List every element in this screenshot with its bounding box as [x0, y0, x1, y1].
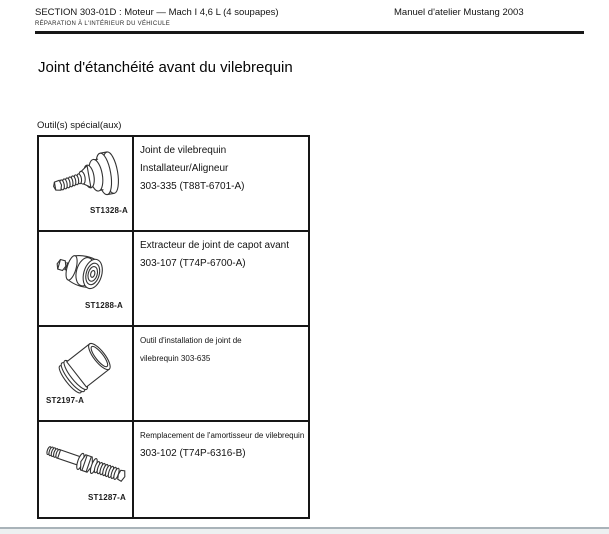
header-manual-title: Manuel d'atelier Mustang 2003 [394, 7, 524, 18]
header-subsection: RÉPARATION À L'INTÉRIEUR DU VÉHICULE [35, 21, 171, 27]
tool-number-line: 303-107 (T74P-6700-A) [140, 258, 246, 269]
damper-replacer-stud-icon [39, 422, 132, 504]
tool-description-cell [133, 136, 309, 231]
tool-caption: ST1288-A [84, 301, 123, 310]
table-row [38, 421, 309, 518]
special-tools-table [37, 135, 310, 519]
header-section-title: SECTION 303-01D : Moteur — Mach I 4,6 L (4 soupapes) [35, 7, 279, 18]
tool-name-line: Extracteur de joint de capot avant [140, 240, 289, 251]
tool-name-line: Outil d'installation de joint de [140, 336, 242, 345]
tool-caption: ST1287-A [87, 493, 126, 502]
tool-name-line: Installateur/Aligneur [140, 163, 229, 174]
tool-description-cell [133, 231, 309, 326]
table-row [38, 231, 309, 326]
tool-image-cell [38, 231, 133, 326]
tool-name-line: Joint de vilebrequin [140, 145, 227, 156]
special-tools-label: Outil(s) spécial(aux) [37, 120, 122, 131]
tool-description-cell [133, 421, 309, 518]
table-row [38, 326, 309, 421]
tool-caption: ST2197-A [46, 396, 85, 405]
tool-image-cell [38, 421, 133, 518]
tool-image-cell [38, 326, 133, 421]
tool-caption: ST1328-A [89, 206, 128, 215]
table-row [38, 136, 309, 231]
tool-number-line: 303-335 (T88T-6701-A) [140, 181, 245, 192]
header-divider-rule [35, 31, 584, 34]
seal-installer-aligner-icon [41, 137, 131, 217]
tool-number-line: vilebrequin 303-635 [140, 354, 211, 363]
page-title: Joint d'étanchéité avant du vilebrequin [38, 59, 293, 76]
tool-description-cell [133, 326, 309, 421]
tool-name-line: Remplacement de l'amortisseur de vilebrequin [140, 431, 305, 440]
front-cover-seal-remover-icon [41, 232, 131, 312]
window-bottom-edge [0, 527, 609, 534]
tool-image-cell [38, 136, 133, 231]
tool-number-line: 303-102 (T74P-6316-B) [140, 448, 246, 459]
seal-installer-sleeve-icon [41, 327, 131, 407]
